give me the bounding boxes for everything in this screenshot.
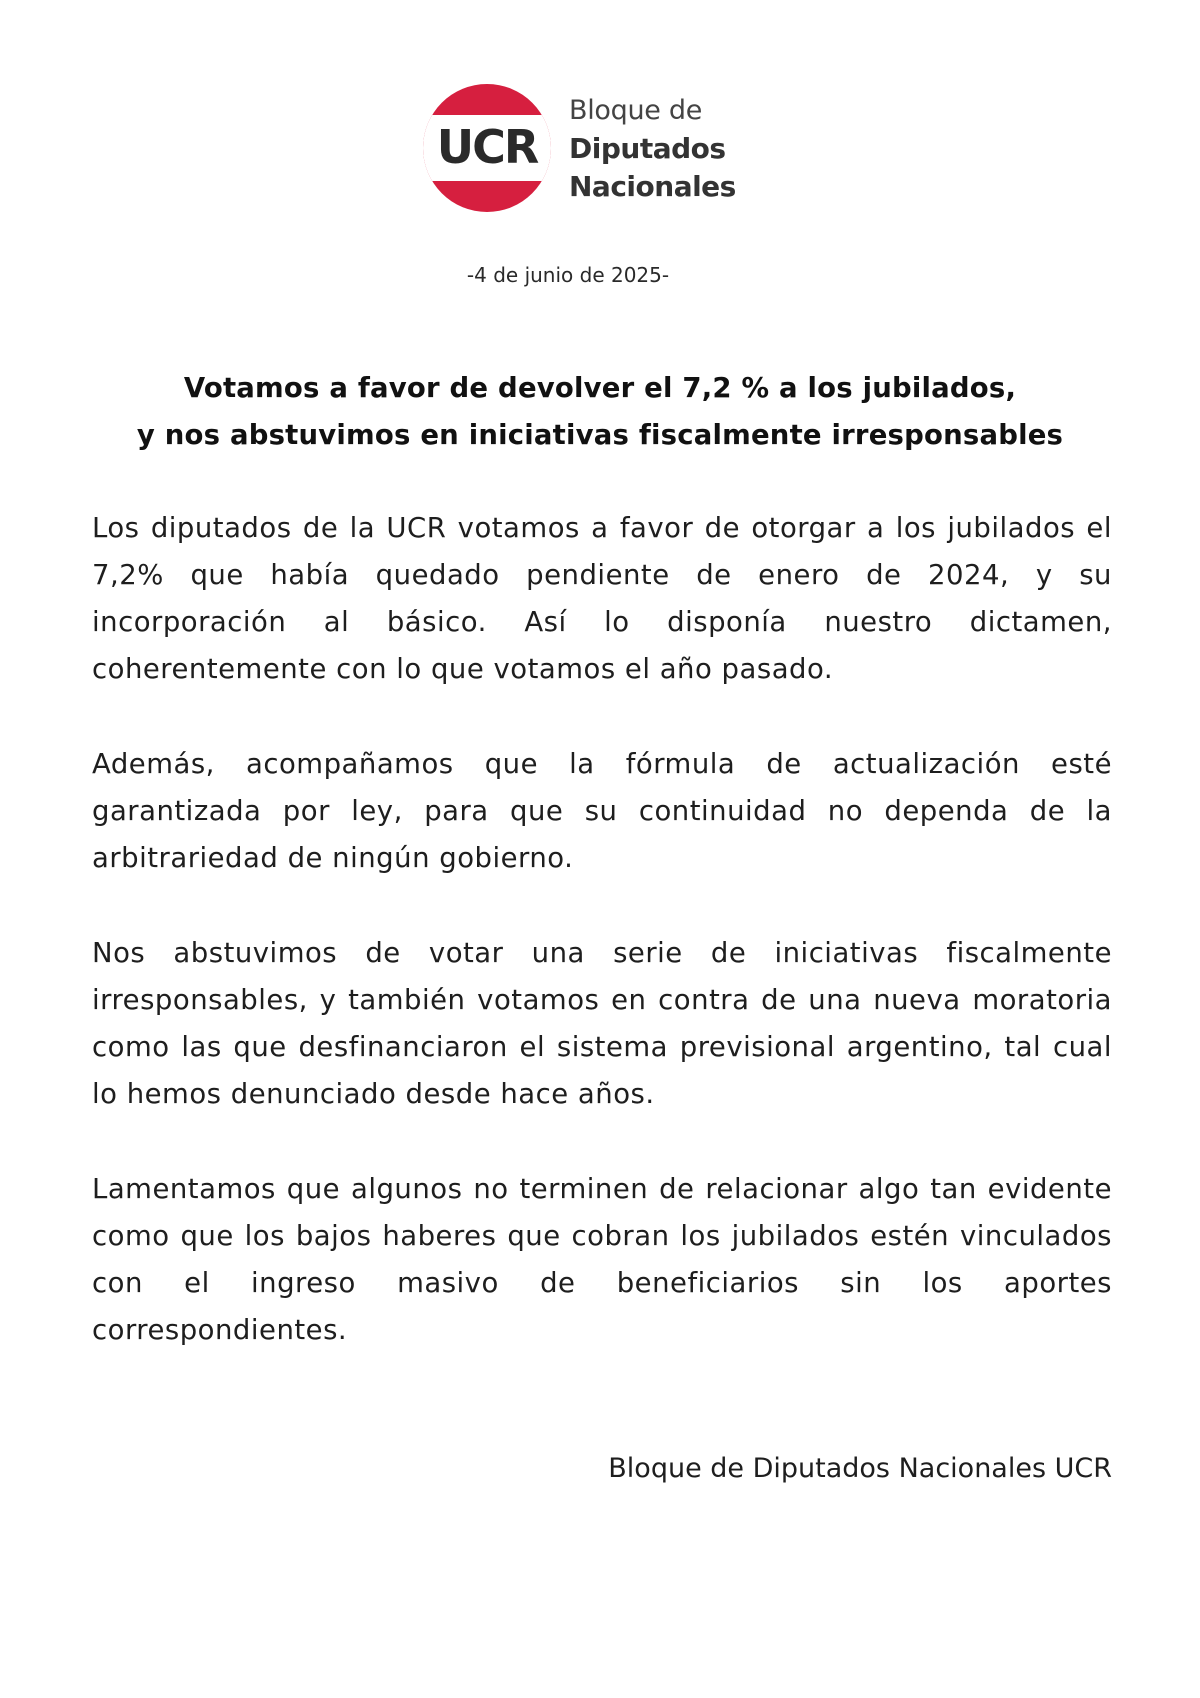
title-line-2: y nos abstuvimos en iniciativas fiscalmente irresponsables <box>136 419 1064 451</box>
document-body <box>92 505 1112 1402</box>
title-line-1: Votamos a favor de devolver el 7,2 % a los jubilados, <box>183 372 1017 404</box>
logo-acronym: UCR <box>436 120 538 174</box>
body-paragraph-2: Además, acompañamos que la fórmula de actualización esté garantizada por ley, para que su continuidad no dependa de la arbitrariedad de ningún gobierno. <box>92 748 1112 874</box>
body-paragraph-3: Nos abstuvimos de votar una serie de iniciativas fiscalmente irresponsables, y también votamos en contra de una nueva moratoria como las que desfinanciaron el sistema previsional argentino, tal cual lo hemos denunciado desde hace años. <box>92 937 1112 1110</box>
signature: Bloque de Diputados Nacionales UCR <box>608 1453 1112 1484</box>
ucr-logo-mark <box>421 82 553 214</box>
logo-wordmark <box>569 92 736 206</box>
ucr-logo <box>421 82 761 214</box>
body-paragraph-4: Lamentamos que algunos no terminen de relacionar algo tan evidente como que los bajos haberes que cobran los jubilados estén vinculados con el ingreso masivo de beneficiarios sin los aportes correspondientes. <box>92 1173 1112 1346</box>
document-date: -4 de junio de 2025- <box>466 263 670 287</box>
logo-line-1: Bloque de <box>569 95 703 126</box>
logo-line-2: Diputados <box>569 132 726 165</box>
body-paragraph-1: Los diputados de la UCR votamos a favor de otorgar a los jubilados el 7,2% que había quedado pendiente de enero de 2024, y su incorporación al básico. Así lo disponía nuestro dictamen, coherentemente con lo que votamos el año pasado. <box>92 512 1112 685</box>
logo-line-3: Nacionales <box>569 170 736 203</box>
document-title <box>0 365 1200 459</box>
